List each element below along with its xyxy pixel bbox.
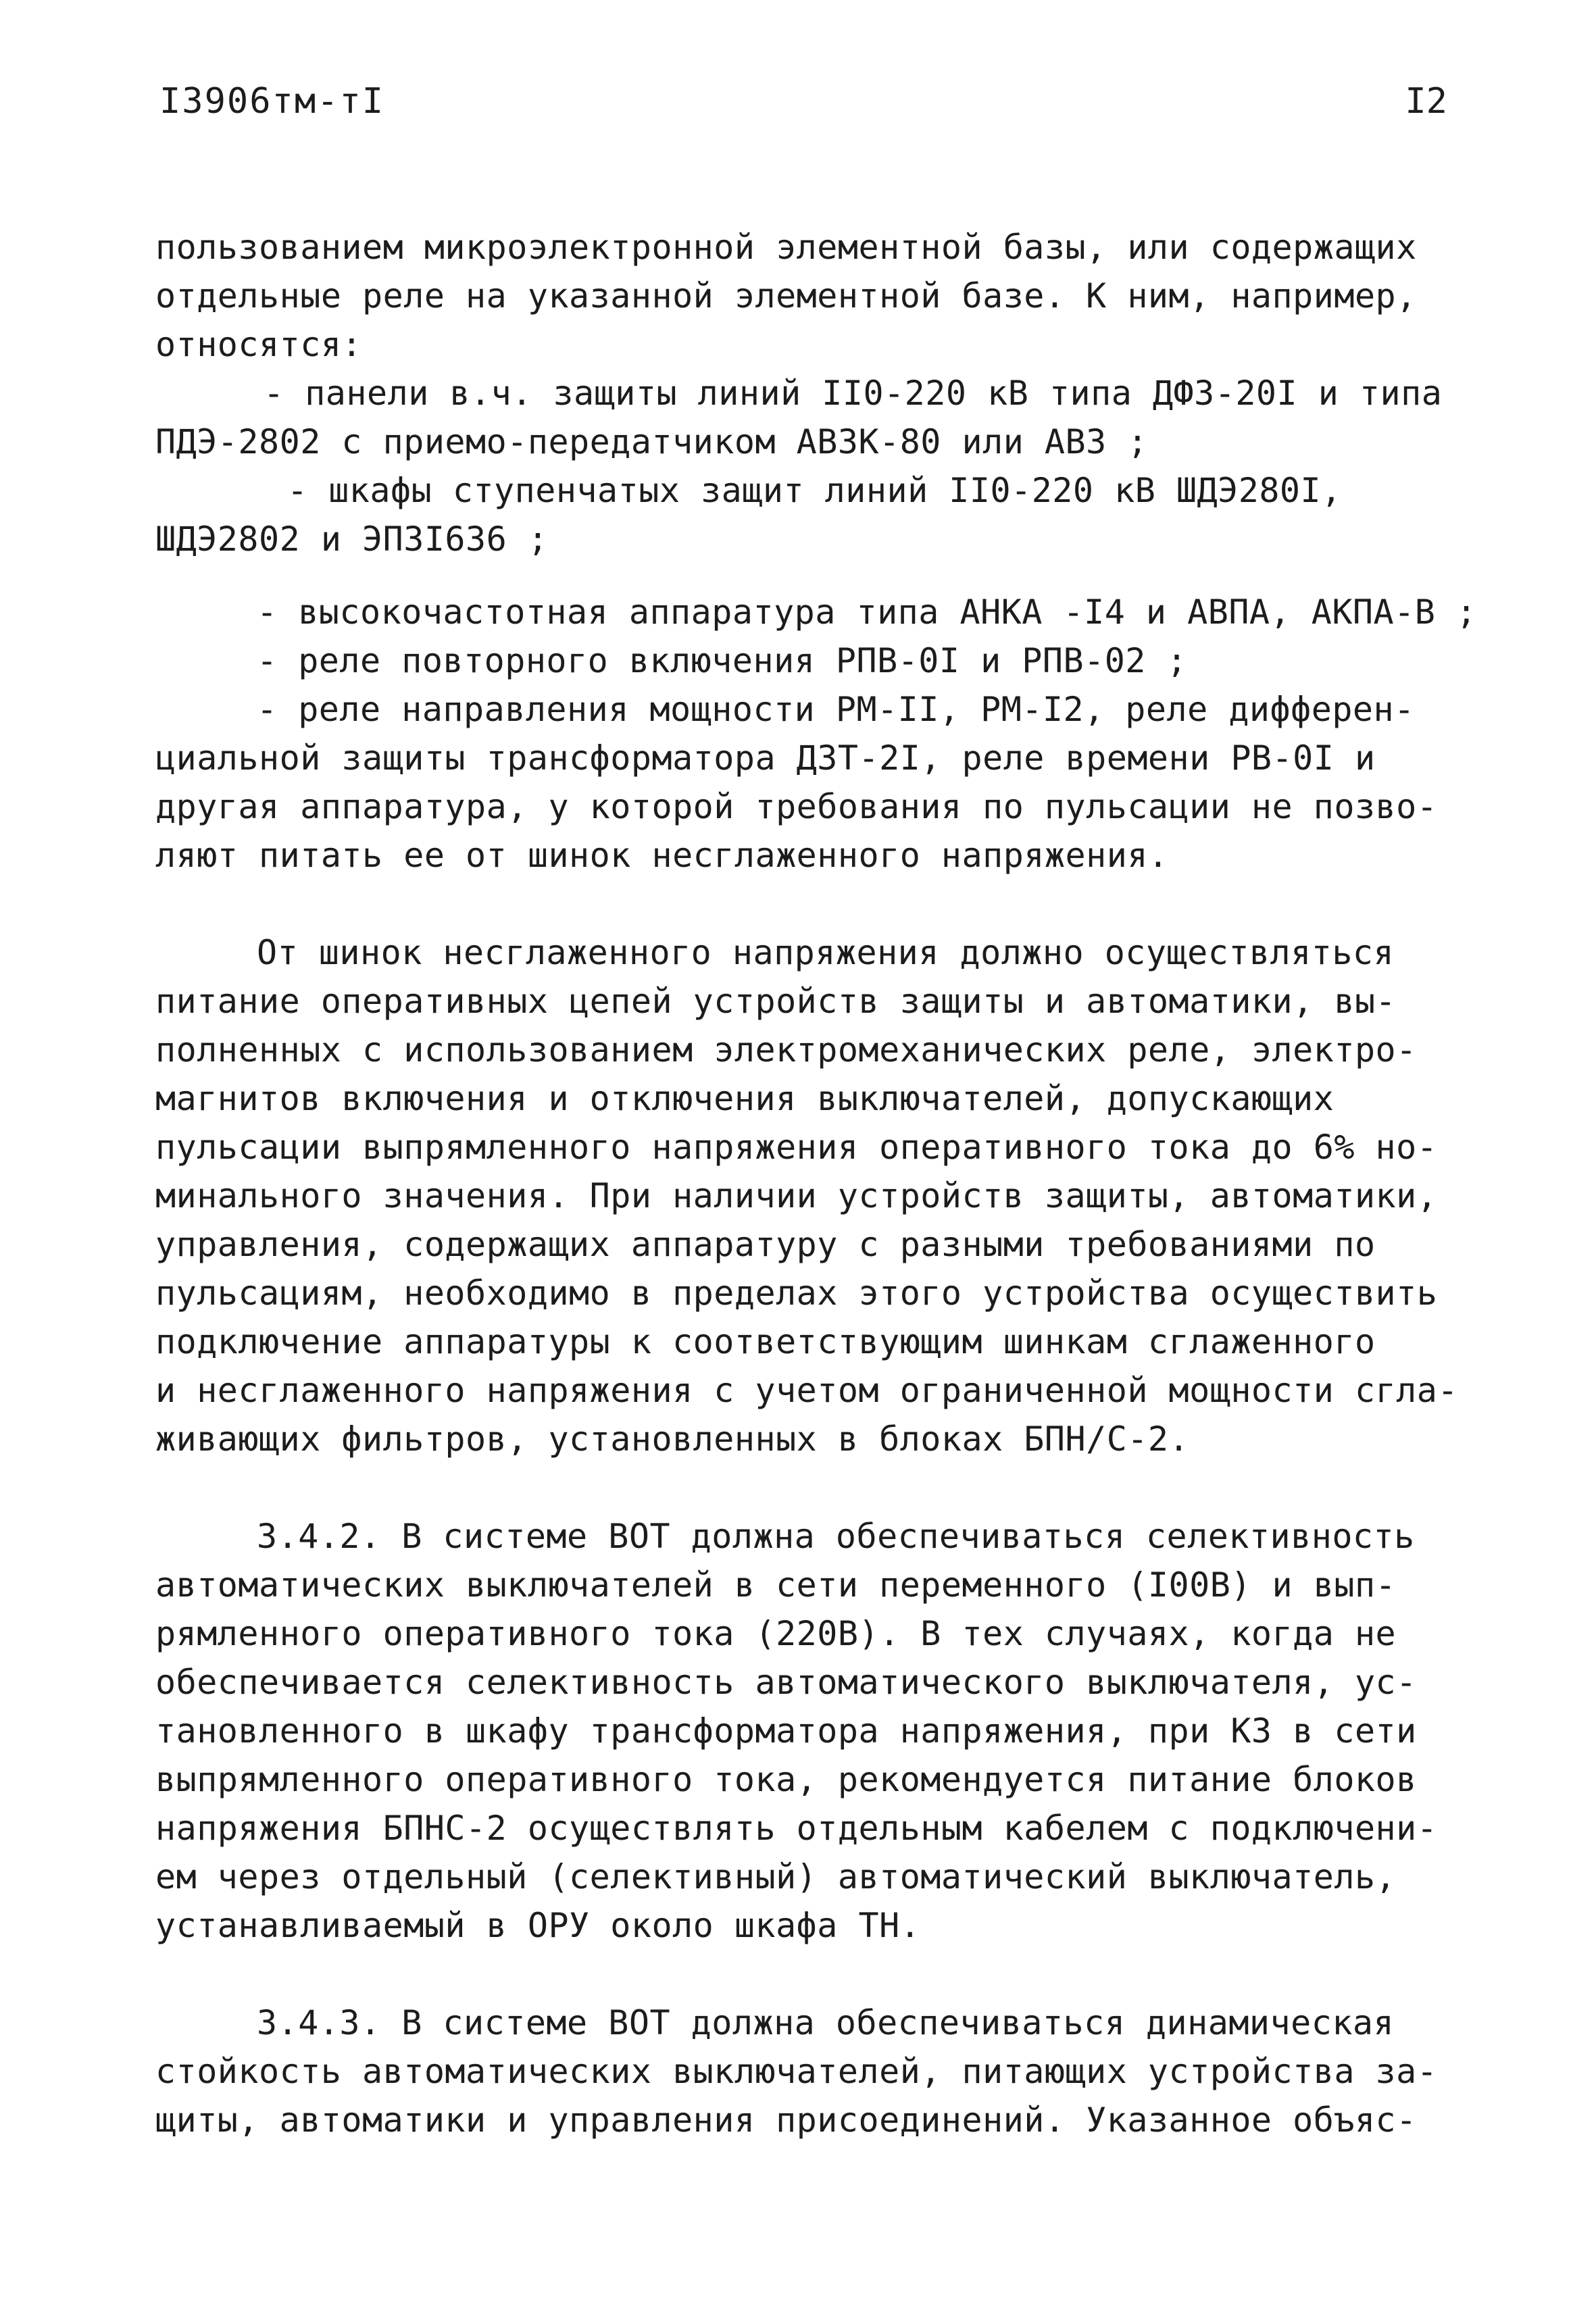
text-line: живающих фильтров, установленных в блоках БПН/С-2. <box>155 1419 1190 1459</box>
paragraph-gap <box>155 1463 1480 1512</box>
page-number: I2 <box>1405 81 1447 122</box>
text-line: минального значения. При наличии устройств защиты, автоматики, <box>155 1176 1438 1215</box>
text-line: выпрямленного оперативного тока, рекомендуется питание блоков <box>155 1760 1417 1799</box>
text-line: пользованием микроэлектронной элементной базы, или содержащих <box>155 228 1417 267</box>
text-line: управления, содержащих аппаратуру с разными требованиями по <box>155 1225 1376 1264</box>
text-line: стойкость автоматических выключателей, питающих устройства за- <box>155 2052 1438 2091</box>
text-line: относятся: <box>155 325 363 364</box>
text-line: щиты, автоматики и управления присоединений. Указанное объяс- <box>155 2101 1417 2140</box>
text-line: - панели в.ч. защиты линий II0-220 кВ типа ДФЗ-20I и типа <box>264 374 1443 413</box>
text-line: - шкафы ступенчатых защит линий II0-220 кВ ШДЭ280I, <box>287 471 1342 510</box>
text-line: пульсациям, необходимо в пределах этого устройства осуществить <box>155 1274 1438 1313</box>
text-line: полненных с использованием электромеханических реле, электро- <box>155 1030 1417 1070</box>
text-line: напряжения БПНС-2 осуществлять отдельным кабелем с подключени- <box>155 1809 1438 1848</box>
text-line: отдельные реле на указанной элементной базе. К ним, например, <box>155 276 1417 316</box>
text-line: подключение аппаратуры к соответствующим шинкам сглаженного <box>155 1322 1376 1361</box>
text-line: ем через отдельный (селективный) автоматический выключатель, <box>155 1857 1397 1896</box>
text-line: автоматических выключателей в сети переменного (I00В) и вып- <box>155 1565 1397 1605</box>
paragraph-gap <box>155 563 1480 588</box>
paragraph-gap <box>155 1950 1480 1998</box>
text-line: питание оперативных цепей устройств защиты и автоматики, вы- <box>155 982 1397 1021</box>
text-line: 3.4.3. В системе ВОТ должна обеспечиваться динамическая <box>257 2003 1395 2042</box>
paragraph-gap <box>155 880 1480 928</box>
text-line: ШДЭ2802 и ЭПЗI636 ; <box>155 520 549 559</box>
text-line: и несглаженного напряжения с учетом ограниченной мощности сгла- <box>155 1371 1458 1410</box>
text-line: другая аппаратура, у которой требования по пульсации не позво- <box>155 787 1438 826</box>
text-line: - высокочастотная аппаратура типа АНКА -I4 и АВПА, АКПА-В ; <box>257 593 1477 632</box>
text-line: обеспечивается селективность автоматического выключателя, ус- <box>155 1663 1417 1702</box>
text-line: ляют питать ее от шинок несглаженного напряжения. <box>155 836 1169 875</box>
text-line: пульсации выпрямленного напряжения оперативного тока до 6% но- <box>155 1128 1438 1167</box>
text-line: ПДЭ-2802 с приемо-передатчиком АВЗК-80 или АВЗ ; <box>155 422 1148 461</box>
text-line: циальной защиты трансформатора ДЗТ-2I, реле времени РВ-0I и <box>155 738 1376 778</box>
text-line: рямленного оперативного тока (220В). В тех случаях, когда не <box>155 1614 1397 1653</box>
document-code: I3906тм-тI <box>159 81 385 122</box>
text-line: 3.4.2. В системе ВОТ должна обеспечиваться селективность <box>257 1517 1415 1556</box>
text-line: магнитов включения и отключения выключателей, допускающих <box>155 1079 1335 1118</box>
text-line: тановленного в шкафу трансформатора напряжения, при КЗ в сети <box>155 1711 1417 1751</box>
page-header <box>159 81 1447 135</box>
text-line: - реле повторного включения РПВ-0I и РПВ-02 ; <box>257 641 1188 680</box>
text-line: устанавливаемый в ОРУ около шкафа ТН. <box>155 1906 921 1945</box>
text-line: - реле направления мощности РМ-II, РМ-I2, реле дифферен- <box>257 690 1415 729</box>
document-body <box>155 223 1480 2144</box>
text-line: От шинок несглаженного напряжения должно осуществляться <box>257 933 1395 972</box>
